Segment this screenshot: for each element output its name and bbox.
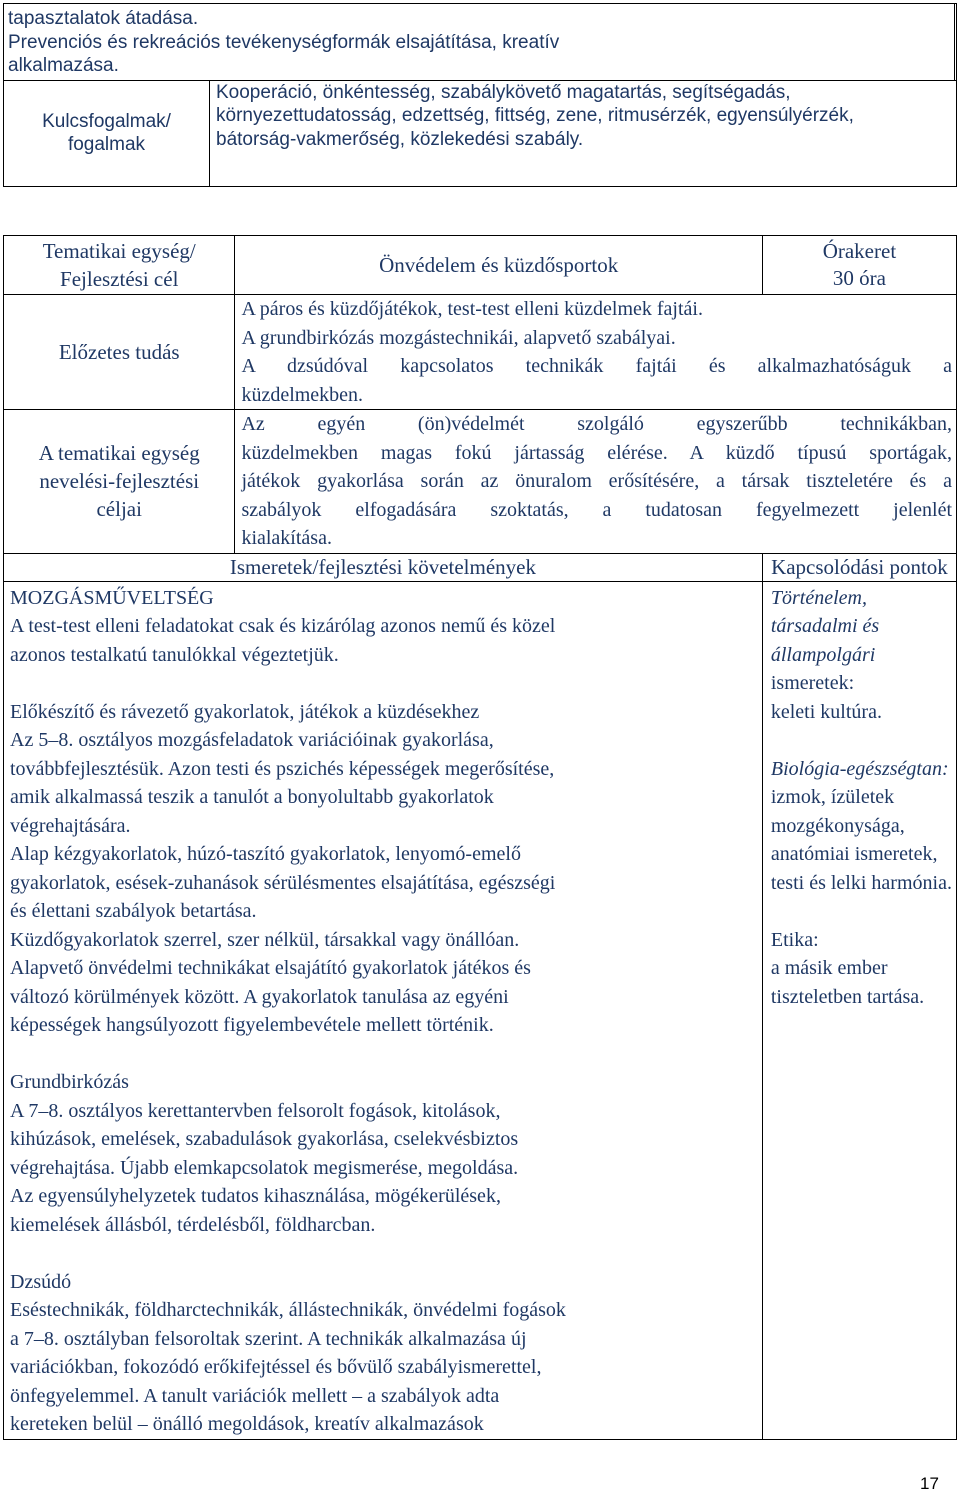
connection-biology [771,755,952,898]
connection-text: testi és lelki harmónia. [770,871,952,894]
connections-header: Kapcsolódási pontok [762,553,956,581]
goals-line: Az egyén (ön)védelmét szolgáló egyszerűbb technikákban, [241,413,952,435]
connection-history [771,584,952,727]
requirements-block [10,584,758,670]
hours-label: Órakeret [822,239,897,263]
prior-knowledge-label: Előzetes tudás [4,295,235,410]
section-heading: Előkészítő és rávezető gyakorlatok, játékok a küzdésekhez [10,700,480,723]
connections-content [762,581,956,1439]
connection-text: anatómiai ismeretek, [770,843,938,865]
text-line: önfegyelemmel. A tanult variációk mellett – a szabályok adta [10,1384,500,1407]
connection-text: ismeretek: [770,672,855,694]
text-line: amik alkalmassá teszik a tanulót a bonyolultabb gyakorlatok [10,786,494,808]
requirements-header: Ismeretek/fejlesztési követelmények [4,553,763,581]
text-line: a 7–8. osztályban felsoroltak szerint. A technikák alkalmazása új [10,1327,527,1350]
prior-knowledge-line: A páros és küzdőjátékok, test-test elleni küzdelmek fajtái. [241,298,703,320]
text-line: és élettani szabályok betartása. [10,900,257,922]
goals-text [235,410,957,554]
connection-text: mozgékonysága, [770,814,905,837]
text-line: kereteken belül – önálló megoldások, kreatív alkalmazások [10,1413,484,1435]
goals-label: A tematikai egység nevelési-fejlesztési céljai [4,410,235,554]
connection-text: izmok, ízületek [770,786,895,808]
goals-line: küzdelmekben magas fokú jártasság elérése. A küzdő típusú sportágak, [241,441,952,464]
text-line: végrehajtására. [10,814,131,837]
requirements-content [4,581,763,1439]
key-concepts-text [210,80,957,186]
requirements-block [10,698,758,1040]
text-line: Az 5–8. osztályos mozgásfeladatok variációinak gyakorlása, [10,729,494,751]
key-concepts-line: bátorság-vakmerőség, közlekedési szabály. [216,128,584,150]
requirements-block [10,1268,758,1439]
subject-name: társadalmi és [770,615,880,637]
key-concepts-table [3,3,957,187]
text-line: azonos testalkatú tanulókkal végeztetjük. [10,643,339,666]
text-line: Az egyensúlyhelyzetek tudatos kihasználása, mögékerülések, [10,1185,501,1207]
goals-line: kialakítása. [241,527,332,549]
text-line: Küzdőgyakorlatok szerrel, szer nélkül, társakkal vagy önállóan. [10,928,520,951]
connection-ethics [771,926,952,1012]
prior-knowledge-line: küzdelmekben. [241,383,364,406]
key-concepts-line: Kooperáció, önkéntesség, szabálykövető magatartás, segítségadás, [216,81,791,103]
text-line: továbbfejlesztésük. Azon testi és pszichés képességek megerősítése, [10,757,555,780]
subject-name: állampolgári [770,643,876,666]
prior-knowledge-line: A grundbirkózás mozgástechnikái, alapvető szabályai. [241,326,676,349]
subject-name: Etika: [770,928,819,951]
requirements-block [10,1068,758,1239]
text-line: A test-test elleni feladatokat csak és kizárólag azonos nemű és közel [10,615,556,637]
goals-line: szabályok elfogadására szoktatás, a tudatosan fegyelmezett jelenlét [241,498,952,521]
unit-title: Önvédelem és küzdősportok [235,236,762,295]
text-line: kiemelések állásból, térdelésből, földharcban. [10,1213,376,1236]
section-heading: Grundbirkózás [10,1071,129,1093]
key-concepts-line: környezettudatosság, edzettség, fittség, zene, ritmusérzék, egyensúlyérzék, [216,105,854,126]
subject-name: Biológia-egészségtan: [770,757,949,780]
unit-table [3,235,957,1440]
connection-text: keleti kultúra. [770,700,882,723]
continued-text-cell [4,4,955,81]
prior-knowledge-line: A dzsúdóval kapcsolatos technikák fajtái és alkalmazhatóságuk a [241,355,952,377]
hours-value: 30 óra [832,266,886,290]
text-line: Eséstechnikák, földharctechnikák, állástechnikák, önvédelmi fogások [10,1299,566,1321]
text-line: Alapvető önvédelmi technikákat elsajátító gyakorlatok játékos és [10,957,531,979]
connection-text: tiszteletben tartása. [770,985,925,1008]
key-concepts-label: Kulcsfogalmak/ fogalmak [4,80,210,186]
text-line: kihúzások, emelések, szabadulások gyakorlása, cselekvésbiztos [10,1128,519,1150]
continued-line: tapasztalatok átadása. [8,8,199,29]
text-line: képességek hangsúlyozott figyelembevétele mellett történik. [10,1014,494,1036]
prior-knowledge-text [235,295,957,410]
hours-cell [762,236,956,295]
connection-text: a másik ember [770,957,888,979]
continued-line: alkalmazása. [8,55,119,76]
section-heading: MOZGÁSMŰVELTSÉG [10,586,214,609]
continued-line: Prevenciós és rekreációs tevékenységformák elsajátítása, kreatív [8,31,560,53]
page-number: 17 [920,1474,939,1493]
text-line: változó körülmények között. A gyakorlatok tanulása az egyéni [10,985,509,1008]
empty-cell [954,4,956,81]
section-heading: Dzsúdó [10,1270,72,1293]
subject-name: Történelem, [770,586,867,609]
text-line: variációkban, fokozódó erőkifejtéssel és bővülő szabályismerettel, [10,1356,542,1378]
text-line: Alap kézgyakorlatok, húzó-taszító gyakorlatok, lenyomó-emelő [10,843,521,865]
unit-label: Tematikai egység/ Fejlesztési cél [4,236,235,295]
text-line: gyakorlatok, esések-zuhanások sérülésmentes elsajátítása, egészségi [10,871,556,894]
text-line: végrehajtása. Újabb elemkapcsolatok megismerése, megoldása. [10,1156,519,1179]
text-line: A 7–8. osztályos kerettantervben felsorolt fogások, kitolások, [10,1099,501,1122]
goals-line: játékok gyakorlása során az önuralom erősítésére, a társak tiszteletére és a [241,470,952,492]
